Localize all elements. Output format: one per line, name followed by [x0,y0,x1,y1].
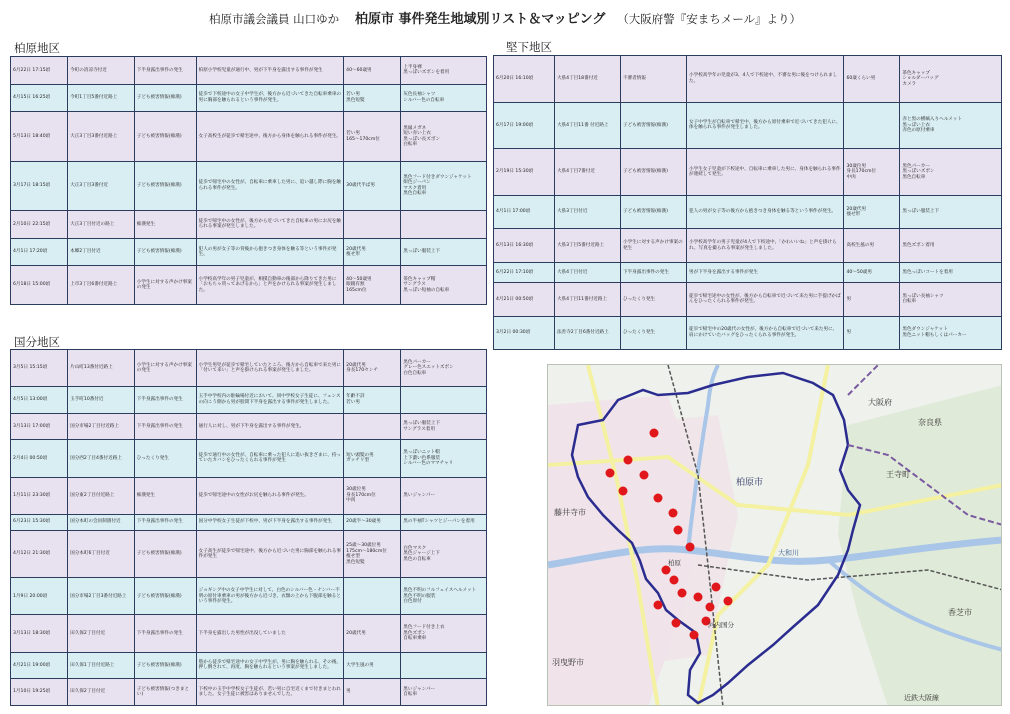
incident-marker [686,543,695,552]
cell-date: 6月23日 15:30頃 [11,514,68,530]
cell-description: 女子高生が徒歩で帰宅途中、後方から近づいた男に胸部を触られる事件が発生 [196,530,344,578]
cell-appearance [401,652,487,679]
cell-suspect [344,211,401,239]
map-label-kashiwara-station: 柏原 [668,559,681,567]
cell-description: 犯人の男が女子等の後方から抱きつき身体を触る等という事件が発生。 [687,195,844,228]
cell-date: 5月13日 18:40頃 [11,112,68,161]
cell-category: 下半身露出事件の発生 [134,387,196,414]
cell-description: 下校中の玉手中学校女子生徒が、若い男に自宅近くまで付きまとわれました。女子生徒に被害はありませんでした。 [196,679,344,706]
table-row [11,211,487,239]
cell-category: ひったくり発生 [134,440,196,477]
cell-appearance: 黒っぽい長袖シャツ 白転車 [900,283,1002,316]
cell-location: 片山町13番付近路上 [68,350,135,387]
cell-date: 6月22日 17:10頃 [494,262,555,282]
cell-date: 4月5日 13:00頃 [11,387,68,414]
cell-category: 下半身露出事件の発生 [134,615,196,652]
incident-marker [694,593,703,602]
incident-marker [669,509,678,518]
table-row [494,229,1002,262]
map-label-fujiidera: 藤井寺市 [554,508,586,517]
table-row [11,161,487,210]
cell-description: 徒歩で帰宅中の女性が、自転車に乗車した男に、追い越し際に胸を触られる事件が発生。 [196,161,344,210]
cell-suspect [344,413,401,440]
table-row [494,283,1002,316]
cell-category: 下半身露出事件の発生 [134,514,196,530]
cell-suspect: 若い男 165〜170cm位 [344,112,401,161]
author-name: 柏原市議会議員 山口ゆか [208,12,340,26]
incident-marker [674,526,683,535]
map-label-nara-pref: 奈良県 [918,418,942,427]
cell-date: 3月2日 00:30頃 [494,316,555,350]
cell-suspect: 30歳位男 身長170cm位 中肉 [844,149,900,196]
cell-appearance: 上半身裸 黒っぽいズボンを着用 [401,57,487,85]
cell-appearance: 黒色っぽいコートを着用 [900,262,1002,282]
table-row [11,578,487,615]
cell-location: 田久保2丁目付近 [68,615,135,652]
table-row [494,56,1002,103]
cell-appearance: 茶色キャップ帽 サングラス 黒っぽい短袖の自転車 [401,266,487,305]
cell-description: 徒歩で下校途中の女子中学生が、後方から近づいてきた自転車乗車の男に胸部を触られるという事件が発生。 [196,84,344,112]
cell-description: 小学生女子児童が下校途中、自転車に乗車した男に、身体を触られる事件が連続して発生。 [687,149,844,196]
incident-marker [712,583,721,592]
cell-date: 6月13日 16:30頃 [494,229,555,262]
cell-date: 4月12日 21:30頃 [11,530,68,578]
cell-category: 痴漢発生 [134,211,196,239]
cell-date: 3月13日 18:30頃 [11,615,68,652]
table-row [11,84,487,112]
cell-appearance: 黒色パーカー グレー色スエットズボン 白色自転車 [401,350,487,387]
cell-location: 大県4丁目11番付近路上 [554,283,620,316]
incident-marker [670,576,679,585]
table-row [494,316,1002,350]
cell-location: 大県3丁目5番付近路上 [554,229,620,262]
cell-category: ひったくり発生 [620,316,686,350]
cell-suspect: 高校生風の男 [844,229,900,262]
cell-date: 1月10日 19:25頃 [11,679,68,706]
incident-marker [690,631,699,640]
cell-category: 子ども被害情報(痴漢) [620,149,686,196]
cell-location: 国分本町の会員制園付近 [68,514,135,530]
cell-category: ひったくり発生 [620,283,686,316]
cell-location: 大県4丁目付近 [554,262,620,282]
cell-category: 子ども被害情報(痴漢) [134,84,196,112]
cell-location: 国分市場2丁目3番付近路上 [68,578,135,615]
region-title-katashimo: 堅下地区 [506,40,552,54]
cell-category: 子ども被害情報(痴漢) [134,530,196,578]
table-row [11,238,487,266]
cell-date: 4月21日 00:50頃 [494,283,555,316]
map-label-kashiwara-city: 柏原市 [736,478,764,488]
incident-marker [672,619,681,628]
cell-description: 小学生男児が徒歩で帰宅していたところ、後方から自転車で来た男に「付いて来い」と声を掛けられる事案が発生しました。 [196,350,344,387]
cell-date: 3月17日 18:15頃 [11,161,68,210]
cell-date: 6月18日 15:00頃 [11,266,68,305]
cell-appearance: 黒っぽい服装上下 サングラス着用 [401,413,487,440]
incident-marker [650,429,659,438]
incident-marker [606,469,615,478]
table-row [11,112,487,161]
cell-suspect: 男 [844,283,900,316]
cell-appearance [401,211,487,239]
incident-marker [654,494,663,503]
cell-appearance: 黒色フード付き上衣 黒色ズボン 自転車乗車 [401,615,487,652]
cell-appearance: 白色マスク 黒色ジャージ上下 黒色の自転車 [401,530,487,578]
cell-description: 国分中学校女子生徒が下校中、男が下半身を露出する事件が発生 [196,514,344,530]
cell-location: 本郷2丁目付近 [68,238,135,266]
incident-marker [654,601,663,610]
table-row [494,149,1002,196]
cell-suspect [844,102,900,149]
cell-location: 玉手町10番付近 [68,387,135,414]
incident-marker [706,603,715,612]
cell-suspect: 若い男 黒色短髪 [344,84,401,112]
cell-description: 柏原小学校児童が通行中、男が下半身を露出する事件が発生 [196,57,344,85]
page-source: （大阪府警『安まちメール』より） [617,12,802,26]
cell-location: 田久保2丁目付近 [68,679,135,706]
map-label-kokubu-station: 河内国分 [708,621,734,629]
cell-appearance: 赤と黒の横縞入りヘルメット 黒っぽい上衣 赤色の原付乗車 [900,102,1002,149]
cell-description: 小学校高学年の男子児童が、相撲自動車の後部から降りてきた男に「おもちゃ買ってあげるから」と声をかけられる事案が発生しました。 [196,266,344,305]
incident-table-kashiwara [10,56,487,305]
cell-appearance: 茶色キャップ ショルダーバッグ カメラ [900,56,1002,103]
cell-location: 法善寺2丁目6番付近路上 [554,316,620,350]
cell-date: 2月4日 00:50頃 [11,440,68,477]
cell-suspect: 男 [344,679,401,706]
cell-appearance [401,387,487,414]
cell-description: 男が下半身を露出する事件が発生 [687,262,844,282]
cell-category: 子ども被害情報(つきまとい) [134,679,196,706]
region-title-kashiwara: 柏原地区 [14,41,60,55]
cell-suspect: 大学生風の男 [344,652,401,679]
incident-marker [640,471,649,480]
cell-suspect: 60歳くらい男 [844,56,900,103]
cell-suspect: 20歳半〜30歳男 [344,514,401,530]
cell-suspect: 40〜50歳男 眼鏡有無 165cm位 [344,266,401,305]
cell-location: 大正3丁目付近の路上 [68,211,135,239]
cell-suspect: 20歳代男 痩せ形 [344,238,401,266]
map-label-yamato-river: 大和川 [778,549,799,557]
cell-location: 大県4丁目11番 付近路上 [554,102,620,149]
cell-suspect: 25歳〜30歳位男 175cm〜180cm位 痩せ型 黒色短髪 [344,530,401,578]
cell-location: 今町1丁目5番付近路上 [68,84,135,112]
cell-appearance: 黒色フード付きダウンジャケット 紺色ジーパン マスク着用 黒色自転車 [401,161,487,210]
cell-category: 子ども被害情報(痴漢) [620,102,686,149]
cell-category: 小学生に対する声かけ事案の発生 [134,266,196,305]
incident-marker [724,597,733,606]
cell-category: 子ども被害情報(痴漢) [134,238,196,266]
page-header [0,8,1010,27]
cell-description: 女子高校生が徒歩で帰宅途中、後方から身体を触られる事件が発生。 [196,112,344,161]
cell-appearance: 黒いジャンパー [401,477,487,514]
incident-map [547,364,1002,706]
incident-table-kokubu [10,349,487,706]
cell-date: 4月1日 17:20頃 [11,238,68,266]
cell-date: 2月10日 22:15頃 [11,211,68,239]
cell-category: 子ども被害情報(痴漢) [134,578,196,615]
cell-description: ジョギング中の女子中学生に対して、白色のシルバー色・ナンバー不明の原付車乗車の男が後方から近づき、衣類の上から下腹部を触るという事件が発生。 [196,578,344,615]
cell-suspect: 40〜60歳男 [344,57,401,85]
cell-suspect: 30歳代半ば男 [344,161,401,210]
cell-date: 6月20日 16:10頃 [494,56,555,103]
table-row [11,679,487,706]
cell-category: 子ども被害情報(痴漢) [134,161,196,210]
cell-suspect [344,578,401,615]
map-label-kashiba: 香芝市 [948,608,972,617]
cell-category: 子ども被害情報(痴漢) [620,195,686,228]
cell-date: 6月22日 17:15頃 [11,57,68,85]
cell-category: 痴漢発生 [134,477,196,514]
cell-appearance: 黒色ズボン着用 [900,229,1002,262]
cell-location: 国分本町6丁目付近 [68,530,135,578]
cell-suspect: 年齢不詳 若い男 [344,387,401,414]
page-title: 柏原市 事件発生地域別リスト＆マッピング [354,12,606,27]
cell-location: 上市3丁目6番付近路上 [68,266,135,305]
cell-description: 小学校高学年の児童が3、4人で下校途中、不審な男に後をつけられました。 [687,56,844,103]
table-row [11,57,487,85]
cell-suspect: 20歳代男 痩せ形 [844,195,900,228]
table-row [494,102,1002,149]
cell-location: 大正3丁目3番付近 [68,161,135,210]
cell-date: 4月15日 16:25頃 [11,84,68,112]
cell-category: 下半身露出事件の発生 [134,57,196,85]
cell-appearance: 黒色ダウンジャケット 黒色ニット帽もしくはパーカー [900,316,1002,350]
cell-suspect: 40〜50歳男 [844,262,900,282]
cell-suspect: 30歳位男 身長170cm位 中肉 [344,477,401,514]
cell-suspect: 短い頭髪の男 ガッチリ型 [344,440,401,477]
cell-date: 2月19日 15:30頃 [494,149,555,196]
cell-suspect: 20歳代男 身長170センチ [344,350,401,387]
cell-location: 今町の清凉寺付近 [68,57,135,85]
cell-appearance: 黒縁メガネ 短い赤い上衣 黒っぽい長ズボン 白転車 [401,112,487,161]
cell-category: 小学生に対する声かけ事案の発生 [620,229,686,262]
table-row [11,652,487,679]
cell-date: 6月17日 19:00頃 [494,102,555,149]
cell-location: 大正3丁目3番付近路上 [68,112,135,161]
cell-location: 国分東2丁目付近路上 [68,477,135,514]
cell-appearance: 黒色不明のフルフェイスヘルメット 黒色不明の服装 白色原付 [401,578,487,615]
cell-category: 子ども被害情報(痴漢) [134,652,196,679]
cell-category: 下半身露出事件の発生 [620,262,686,282]
incident-table-katashimo [493,55,1002,350]
table-row [11,477,487,514]
table-row [494,262,1002,282]
map-label-oji: 王寺町 [886,470,910,479]
cell-date: 4月21日 19:00頃 [11,652,68,679]
cell-appearance: 黒っぽい服装上下 [401,238,487,266]
cell-description: 徒歩で通行中の女性が、自転車に乗った犯人に追い抜きざまに、持っていたカバンをひったくられる事件が発生 [196,440,344,477]
cell-suspect: 20歳代男 [344,615,401,652]
cell-description: 塾から徒歩で帰宅途中の女子中学生が、男に胸を触られる、その後、押し倒されて、再度、胸を触られるという事案が発生しました。 [196,652,344,679]
cell-date: 1月9日 20:00頃 [11,578,68,615]
map-label-osaka-pref: 大阪府 [868,398,892,407]
cell-appearance: 黒色パーカー 黒っぽいズボン 黒色自転車 [900,149,1002,196]
cell-description: 徒歩で帰宅途中の女性が、後方から自転車で近づいて来た男に手提げかばんをひったくられる事件が発生。 [687,283,844,316]
table-row [11,514,487,530]
cell-category: 小学生に対する声かけ事案の発生 [134,350,196,387]
cell-description: 女子中学生が自転車で帰宅中、後方から原付乗車で近づいてきた犯人に、体を触られる事件が発生しました。 [687,102,844,149]
table-row [11,530,487,578]
table-row [11,387,487,414]
table-row [494,195,1002,228]
cell-category: 下半身露出事件の発生 [134,413,196,440]
cell-description: 小学校高学年の男子児童が4人で下校途中、「かわいいね」と声を掛けられ、写真を撮られる事案が発生しました。 [687,229,844,262]
table-row [11,440,487,477]
incident-marker [619,487,628,496]
cell-date: 3月5日 15:15頃 [11,350,68,387]
cell-description: 徒歩で帰宅中の女性が、後方から近づいてきた自転車の男にお尻を触られる事案が発生しました。 [196,211,344,239]
incident-marker [678,589,687,598]
table-row [11,413,487,440]
cell-appearance: 黒っぽいニット帽 上下濃い色系服装 シルバー色のママチャリ [401,440,487,477]
cell-date: 3月13日 17:00頃 [11,413,68,440]
incident-marker [624,456,633,465]
cell-date: 1月11日 23:30頃 [11,477,68,514]
cell-location: 田久保1丁目付近路上 [68,652,135,679]
table-row [11,615,487,652]
cell-suspect: 男 [844,316,900,350]
cell-location: 国分市場2丁目付近路上 [68,413,135,440]
cell-description: 犯人の男が女子等の背後から抱きつき身体を触る等という事件が発生。 [196,238,344,266]
cell-category: 不審者情報 [620,56,686,103]
cell-appearance: 黒の半袖Tシャツとジーパンを着用 [401,514,487,530]
cell-date: 4月1日 17:00頃 [494,195,555,228]
cell-appearance: 黒っぽい服装上下 [900,195,1002,228]
cell-appearance: 灰色長袖シャツ シルバー色の自転車 [401,84,487,112]
cell-description: 通行人に対し、男が下半身を露出する事件が発生。 [196,413,344,440]
cell-category: 子ども被害情報(痴漢) [134,112,196,161]
cell-description: 徒歩で帰宅途中の女性がお尻を触られる事件が発生。 [196,477,344,514]
map-label-kintetsu: 近鉄大阪線 [904,694,939,702]
cell-appearance: 黒いジャンパー 自転車 [401,679,487,706]
cell-location: 国分西2丁目4番付近路上 [68,440,135,477]
map-canvas [548,365,1002,706]
cell-description: 玉手中学校内の駐輪場付近において、同中学校女子生徒に、フェンスの向こう側から男が股間下半身を露出する事件が発生しました。 [196,387,344,414]
cell-location: 大県3丁目付近 [554,195,620,228]
map-label-habikino: 羽曳野市 [552,658,584,667]
cell-location: 大県4丁目18番付近 [554,56,620,103]
cell-description: 徒歩で帰宅中の20歳代の女性が、後方から自転車で近づいて来た男に、肩にかけていたバッグをひったくられる事件が発生。 [687,316,844,350]
table-row [11,266,487,305]
region-title-kokubu: 国分地区 [14,335,60,349]
cell-description: 下半身を露出した男性が出没していました [196,615,344,652]
cell-location: 大県4丁目7番付近 [554,149,620,196]
table-row [11,350,487,387]
